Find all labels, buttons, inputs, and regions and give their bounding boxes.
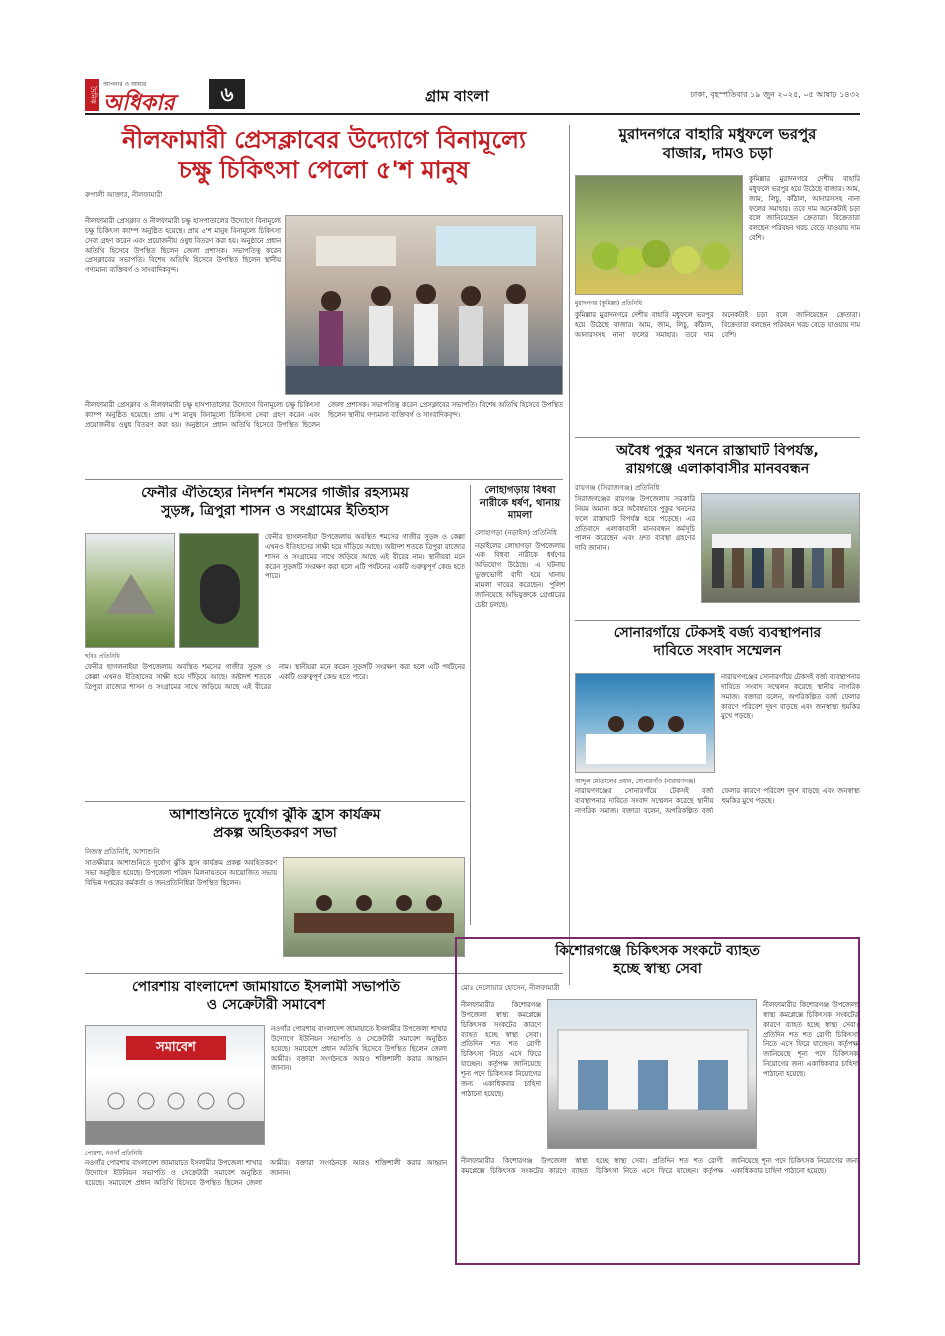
article-body: নীলফামারী প্রেসক্লাব ও নীলফামারী চক্ষু হাসপাতালের উদ্যোগে বিনামূল্যে চক্ষু চিকিৎসা ক্যাম্প অনুষ্ঠিত হয়েছে। প্রায় ৫'শ মানুষ বিনামূল্যে চিকিৎসা সেবা গ্রহণ করেন এবং প্রয়োজনীয় ওষুধ বিতরণ করা হয়। অনুষ্ঠানে প্রধান অতিথি হিসেবে উপস্থিত ছিলেন জেলা প্রশাসক। সভাপতিত্ব করেন প্রেসক্লাবের সভাপতি। বিশেষ অতিথি হিসেবে উপস্থিত ছিলেন স্থানীয় গণ্যমান্য ব্যক্তিবর্গ ও সাংবাদিকবৃন্দ। — [85, 217, 281, 275]
section-rule — [85, 479, 563, 480]
building-illustration — [548, 1000, 757, 1149]
section-rule — [85, 801, 465, 802]
article-body-right: নীলফামারীর কিশোরগঞ্জ উপজেলা স্বাস্থ্য কমপ্লেক্সে চিকিৎসক সংকটের কারণে ব্যাহত হচ্ছে স্বাস্থ্য সেবা। প্রতিদিন শত শত রোগী চিকিৎসা নিতে এসে ফিরে যাচ্ছেন। কর্তৃপক্ষ জানিয়েছে শূন্য পদে চিকিৎসক নিয়োগের জন্য একাধিকবার চাহিদা পাঠানো হয়েছে। — [763, 1001, 858, 1078]
photo-caption: পোরশা, নওগাঁ প্রতিনিধি — [85, 1150, 143, 1157]
masthead — [85, 75, 860, 115]
article-porsha — [85, 979, 447, 1265]
article-body: সিরাজগঞ্জের রায়গঞ্জ উপজেলায় সরকারি নিয়ম অমান্য করে অবৈধভাবে পুকুর খননের ফলে রাস্তাঘাট বিপর্যস্ত হয়ে পড়েছে। এর প্রতিবাদে এলাকাবাসী মানববন্ধন কর্মসূচি পালন করেছেন এবং দ্রুত ব্যবস্থা গ্রহণের দাবি জানান। — [575, 495, 695, 553]
byline: রুপালী আক্তার, নীলফামারী — [85, 191, 163, 199]
newspaper-page — [85, 75, 860, 1265]
section-rule — [575, 437, 860, 438]
article-pond — [575, 443, 860, 613]
headline: পোরশায় বাংলাদেশ জামায়াতে ইসলামী সভাপতি — [131, 979, 401, 995]
byline: রায়গঞ্জ (সিরাজগঞ্জ) প্রতিনিধি — [575, 484, 660, 492]
headline: আশাশুনিতে দুর্যোগ ঝুঁকি হ্রাস কার্যক্রম — [169, 807, 381, 823]
rally-banner: সমাবেশ — [126, 1036, 226, 1060]
article-sonargaon — [575, 625, 860, 925]
article-body-continued: নারায়ণগঞ্জের সোনারগাঁয়ে টেকসই বর্জ্য ব্যবস্থাপনার দাবিতে সংবাদ সম্মেলন করেছে স্থানীয় নাগরিক সমাজ। বক্তারা বলেন, অপরিকল্পিত বর্জ্য ফেলার কারণে পরিবেশ দূষণ বাড়ছে এবং জনস্বাস্থ্য হুমকির মুখে পড়ছে। — [575, 787, 860, 815]
byline: মোঃ দেলোয়ার হোসেন, নীলফামারী — [461, 984, 560, 992]
article-ashashuni — [85, 807, 465, 965]
article-body-continued: নীলফামারী প্রেসক্লাব ও নীলফামারী চক্ষু হাসপাতালের উদ্যোগে বিনামূল্যে চক্ষু চিকিৎসা ক্যাম্প অনুষ্ঠিত হয়েছে। প্রায় ৫'শ মানুষ বিনামূল্যে চিকিৎসা সেবা গ্রহণ করেন এবং প্রয়োজনীয় ওষুধ বিতরণ করা হয়। অনুষ্ঠানে প্রধান অতিথি হিসেবে উপস্থিত ছিলেন জেলা প্রশাসক। সভাপতিত্ব করেন প্রেসক্লাবের সভাপতি। বিশেষ অতিথি হিসেবে উপস্থিত ছিলেন স্থানীয় গণ্যমান্য ব্যক্তিবর্গ ও সাংবাদিকবৃন্দ। — [85, 401, 563, 429]
article-body-continued: ফেনীর ছাগলনাইয়া উপজেলায় অবস্থিত শমসের গাজীর সুড়ঙ্গ ও কেল্লা এখনও ইতিহাসের সাক্ষী হয়ে দাঁড়িয়ে আছে। অষ্টাদশ শতকে ত্রিপুরা রাজ্যের শাসন ও সংগ্রামের সাথে জড়িয়ে আছে এই বীরের নাম। স্থানীয়রা মনে করেন সুড়ঙ্গটি সংরক্ষণ করা হলে এটি পর্যটনের একটি গুরুত্বপূর্ণ কেন্দ্র হতে পারে। — [85, 663, 465, 691]
photo-caption: ছবিঃ প্রতিনিধি — [85, 653, 120, 660]
article-body: সাতক্ষীরার আশাশুনিতে দুর্যোগ ঝুঁকি হ্রাস কার্যক্রম প্রকল্প অবহিতকরণ সভা অনুষ্ঠিত হয়েছে। উপজেলা পরিষদ মিলনায়তনে আয়োজিত সভায় বিভিন্ন দপ্তরের কর্মকর্তা ও জনপ্রতিনিধিরা উপস্থিত ছিলেন। — [85, 859, 277, 887]
headline: লোহাগড়ায় বিধবা নারীকে ধর্ষণ, থানায় মামলা — [479, 485, 561, 521]
article-lohagara — [475, 485, 565, 925]
article-kishoreganj — [455, 937, 860, 1265]
headline: সোনারগাঁয়ে টেকসই বর্জ্য ব্যবস্থাপনার — [613, 625, 822, 641]
headline: নীলফামারী প্রেসক্লাবের উদ্যোগে বিনামূল্যে — [121, 126, 526, 154]
photo-human-chain — [701, 493, 860, 603]
fruit-illustration — [576, 176, 743, 295]
article-body: নারায়ণগঞ্জের সোনারগাঁয়ে টেকসই বর্জ্য ব্যবস্থাপনার দাবিতে সংবাদ সম্মেলন করেছে স্থানীয় নাগরিক সমাজ। বক্তারা বলেন, অপরিকল্পিত বর্জ্য ফেলার কারণে পরিবেশ দূষণ বাড়ছে এবং জনস্বাস্থ্য হুমকির মুখে পড়ছে। — [721, 673, 860, 721]
meeting-illustration — [284, 858, 465, 957]
article-body-continued: নওগাঁর পোরশায় বাংলাদেশ জামায়াতে ইসলামীর উপজেলা শাখার উদ্যোগে ইউনিয়ন সভাপতি ও সেক্রেটারী সমাবেশ অনুষ্ঠিত হয়েছে। সমাবেশে প্রধান অতিথি হিসেবে উপস্থিত ছিলেন জেলা আমীর। বক্তারা সংগঠনকে আরও শক্তিশালী করার আহ্বান জানান। — [85, 1159, 447, 1187]
photo-feni-landscape — [85, 533, 175, 648]
section-rule — [575, 620, 860, 621]
crowd-illustration — [286, 216, 563, 395]
photo-press-conference — [575, 673, 715, 773]
column-rule — [569, 125, 570, 985]
article-body: নওগাঁর পোরশায় বাংলাদেশ জামায়াতে ইসলামীর উপজেলা শাখার উদ্যোগে ইউনিয়ন সভাপতি ও সেক্রেটারী সমাবেশ অনুষ্ঠিত হয়েছে। সমাবেশে প্রধান অতিথি হিসেবে উপস্থিত ছিলেন জেলা আমীর। বক্তারা সংগঠনকে আরও শক্তিশালী করার আহ্বান জানান। — [271, 1025, 447, 1073]
press-conference-illustration — [576, 674, 715, 773]
dateline: ঢাকা, বৃহস্পতিবার ১৯ জুন ২০২৫, ০৫ আষাঢ় ১৪৩২ — [690, 90, 860, 99]
headline-line2: সুড়ঙ্গ, ত্রিপুরা শাসন ও সংগ্রামের ইতিহাস — [161, 502, 389, 519]
photo-meeting — [283, 857, 465, 957]
article-body: কুমিল্লার মুরাদনগরে দেশীয় বাহারি মধুফলে ভরপুর হয়ে উঠেছে বাজার। আম, জাম, লিচু, কাঁঠাল, আনারসসহ নানা ফলের সমাহার। তবে দাম অনেকটাই চড়া বলে জানিয়েছেন ক্রেতারা। বিক্রেতারা বলছেন পরিবহন খরচ বেড়ে যাওয়ায় দাম বেশি। — [749, 175, 860, 243]
headline-line2: দাবিতে সংবাদ সম্মেলন — [653, 642, 782, 659]
article-body: নড়াইলের লোহাগড়া উপজেলায় এক বিধবা নারীকে ধর্ষণের অভিযোগ উঠেছে। এ ঘটনায় ভুক্তভোগী বাদী হয়ে থানায় মামলা দায়ের করেছেন। পুলিশ জানিয়েছে অভিযুক্তকে গ্রেপ্তারের চেষ্টা চলছে। — [475, 541, 565, 609]
rally-crowd-illustration — [86, 1026, 265, 1145]
headline-line2: ও সেক্রেটারী সমাবেশ — [206, 996, 326, 1013]
newspaper-logo — [85, 79, 205, 116]
logo-mark: দৈনিক — [85, 79, 99, 111]
headline: ফেনীর ঐতিহ্যের নিদর্শন শমসের গাজীর রহস্যময় — [141, 485, 409, 501]
monument-illustration — [86, 534, 175, 648]
article-body: ফেনীর ছাগলনাইয়া উপজেলায় অবস্থিত শমসের গাজীর সুড়ঙ্গ ও কেল্লা এখনও ইতিহাসের সাক্ষী হয়ে দাঁড়িয়ে আছে। অষ্টাদশ শতকে ত্রিপুরা রাজ্যের শাসন ও সংগ্রামের সাথে জড়িয়ে আছে এই বীরের নাম। স্থানীয়রা মনে করেন সুড়ঙ্গটি সংরক্ষণ করা হলে এটি পর্যটনের একটি গুরুত্বপূর্ণ কেন্দ্র হতে পারে। — [265, 533, 465, 581]
article-feni — [85, 485, 465, 795]
logo-name: অধিকার — [103, 90, 175, 116]
article-body-continued: নীলফামারীর কিশোরগঞ্জ উপজেলা স্বাস্থ্য কমপ্লেক্সে চিকিৎসক সংকটের কারণে ব্যাহত হচ্ছে স্বাস্থ্য সেবা। প্রতিদিন শত শত রোগী চিকিৎসা নিতে এসে ফিরে যাচ্ছেন। কর্তৃপক্ষ জানিয়েছে শূন্য পদে চিকিৎসক নিয়োগের জন্য একাধিকবার চাহিদা পাঠানো হয়েছে। — [461, 1157, 858, 1175]
headline-line2: বাজার, দামও চড়া — [662, 143, 773, 162]
headline-line2: চক্ষু চিকিৎসা পেলো ৫'শ মানুষ — [178, 156, 470, 184]
section-title: গ্রাম বাংলা — [425, 87, 489, 105]
photo-rally — [85, 1025, 265, 1145]
photo-fruit-market — [575, 175, 743, 295]
photo-health-complex — [547, 999, 757, 1149]
headline-line2: প্রকল্প অহিতকরণ সভা — [213, 824, 337, 841]
headline-line2: রায়গঞ্জে এলাকাবাসীর মানববন্ধন — [625, 460, 810, 477]
page-number: ৬ — [209, 79, 245, 109]
photo-eye-camp — [285, 215, 563, 395]
human-chain-illustration — [702, 494, 860, 603]
article-eye-camp — [85, 125, 563, 475]
byline: লোহাগড়া (নড়াইল) প্রতিনিধি — [475, 528, 557, 537]
photo-caption: আব্দুল মোতালেব প্রধান, সোনারগাঁও (নারায়ণগঞ্জ) — [575, 778, 696, 785]
photo-tunnel — [179, 533, 259, 648]
photo-caption: মুরাদনগর (কুমিল্লা) প্রতিনিধি — [575, 300, 643, 307]
headline: মুরাদনগরে বাহারি মধুফলে ভরপুর — [618, 125, 817, 143]
headline: কিশোরগঞ্জে চিকিৎসক সংকটে ব্যাহত — [555, 943, 760, 959]
headline: অবৈধ পুকুর খননে রাস্তাঘাট বিপর্যস্ত, — [616, 443, 819, 459]
article-muradnagar — [575, 125, 860, 435]
column-rule — [470, 485, 471, 925]
article-body-continued: কুমিল্লার মুরাদনগরে দেশীয় বাহারি মধুফলে ভরপুর হয়ে উঠেছে বাজার। আম, জাম, লিচু, কাঁঠাল, আনারসসহ নানা ফলের সমাহার। তবে দাম অনেকটাই চড়া বলে জানিয়েছেন ক্রেতারা। বিক্রেতারা বলছেন পরিবহন খরচ বেড়ে যাওয়ায় দাম বেশি। — [575, 311, 860, 339]
tunnel-illustration — [180, 534, 259, 648]
byline: নিজস্ব প্রতিনিধি, আশাশুনি — [85, 848, 160, 856]
headline-line2: হচ্ছে স্বাস্থ্য সেবা — [613, 960, 702, 977]
article-body: নীলফামারীর কিশোরগঞ্জ উপজেলা স্বাস্থ্য কমপ্লেক্সে চিকিৎসক সংকটের কারণে ব্যাহত হচ্ছে স্বাস্থ্য সেবা। প্রতিদিন শত শত রোগী চিকিৎসা নিতে এসে ফিরে যাচ্ছেন। কর্তৃপক্ষ জানিয়েছে শূন্য পদে চিকিৎসক নিয়োগের জন্য একাধিকবার চাহিদা পাঠানো হয়েছে। — [461, 1001, 541, 1098]
logo-tagline: আপনার ও আমার — [103, 81, 147, 88]
